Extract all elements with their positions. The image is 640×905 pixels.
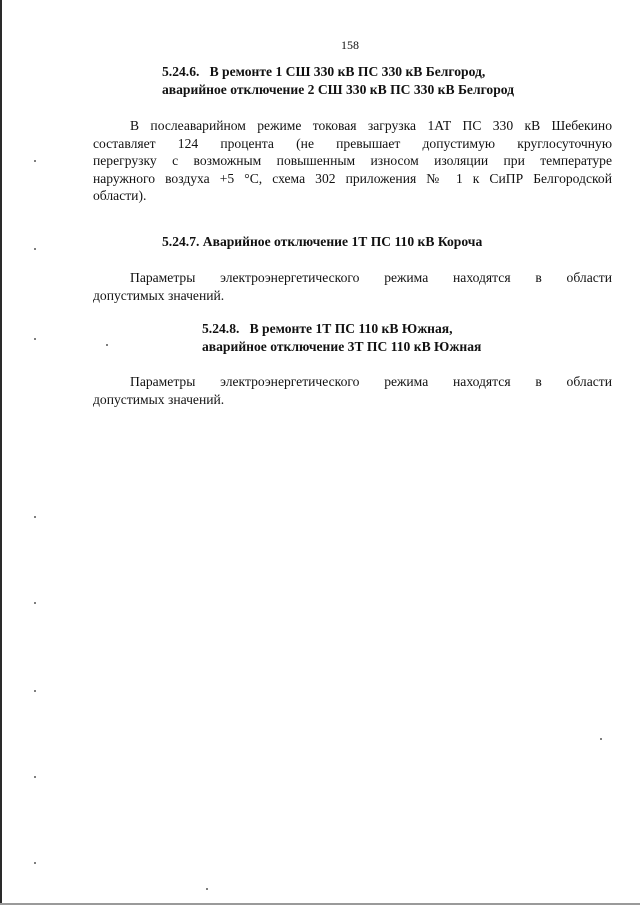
heading-line: 5.24.6. В ремонте 1 СШ 330 кВ ПС 330 кВ Белгород, xyxy=(162,64,486,79)
scan-speck xyxy=(34,776,36,778)
paragraph-line: В послеаварийном режиме токовая загрузка 1АТ ПС 330 кВ Шебекино xyxy=(130,118,612,133)
scan-speck xyxy=(34,690,36,692)
heading-line: аварийное отключение 2 СШ 330 кВ ПС 330 кВ Белгород xyxy=(162,82,515,97)
scan-speck xyxy=(600,738,602,740)
section-paragraph-5-24-8 xyxy=(93,373,612,408)
paragraph-line: допустимых значений. xyxy=(93,287,225,303)
heading-line: аварийное отключение 3Т ПС 110 кВ Южная xyxy=(202,339,482,354)
paragraph-line: наружного воздуха +5 °С, схема 302 приложения № 1 к СиПР Белгородской xyxy=(93,170,612,186)
paragraph-line: перегрузку с возможным повышенным износом изоляции при температуре xyxy=(93,153,612,168)
heading-line: 5.24.7. Аварийное отключение 1Т ПС 110 кВ Короча xyxy=(162,234,483,249)
scan-speck xyxy=(34,338,36,340)
scan-speck xyxy=(206,888,208,890)
scan-speck xyxy=(34,160,36,162)
heading-line: 5.24.8. В ремонте 1Т ПС 110 кВ Южная, xyxy=(202,321,453,336)
section-paragraph-5-24-7 xyxy=(93,269,612,304)
section-heading-5-24-7 xyxy=(162,233,482,251)
section-paragraph-5-24-6 xyxy=(93,117,612,205)
paragraph-line: Параметры электроэнергетического режима находятся в области xyxy=(130,374,612,389)
scan-speck xyxy=(106,344,108,346)
scan-speck xyxy=(34,862,36,864)
scan-speck xyxy=(34,516,36,518)
paragraph-line: допустимых значений. xyxy=(93,391,225,407)
section-heading-5-24-8 xyxy=(202,320,481,356)
paragraph-line: составляет 124 процента (не превышает допустимую круглосуточную xyxy=(93,135,612,151)
page-number: 158 xyxy=(341,38,359,52)
paragraph-line: области). xyxy=(93,188,147,203)
scan-speck xyxy=(34,248,36,250)
section-heading-5-24-6 xyxy=(162,63,514,99)
paragraph-line: Параметры электроэнергетического режима находятся в области xyxy=(130,270,612,285)
page-left-edge xyxy=(0,0,2,905)
scan-speck xyxy=(34,602,36,604)
